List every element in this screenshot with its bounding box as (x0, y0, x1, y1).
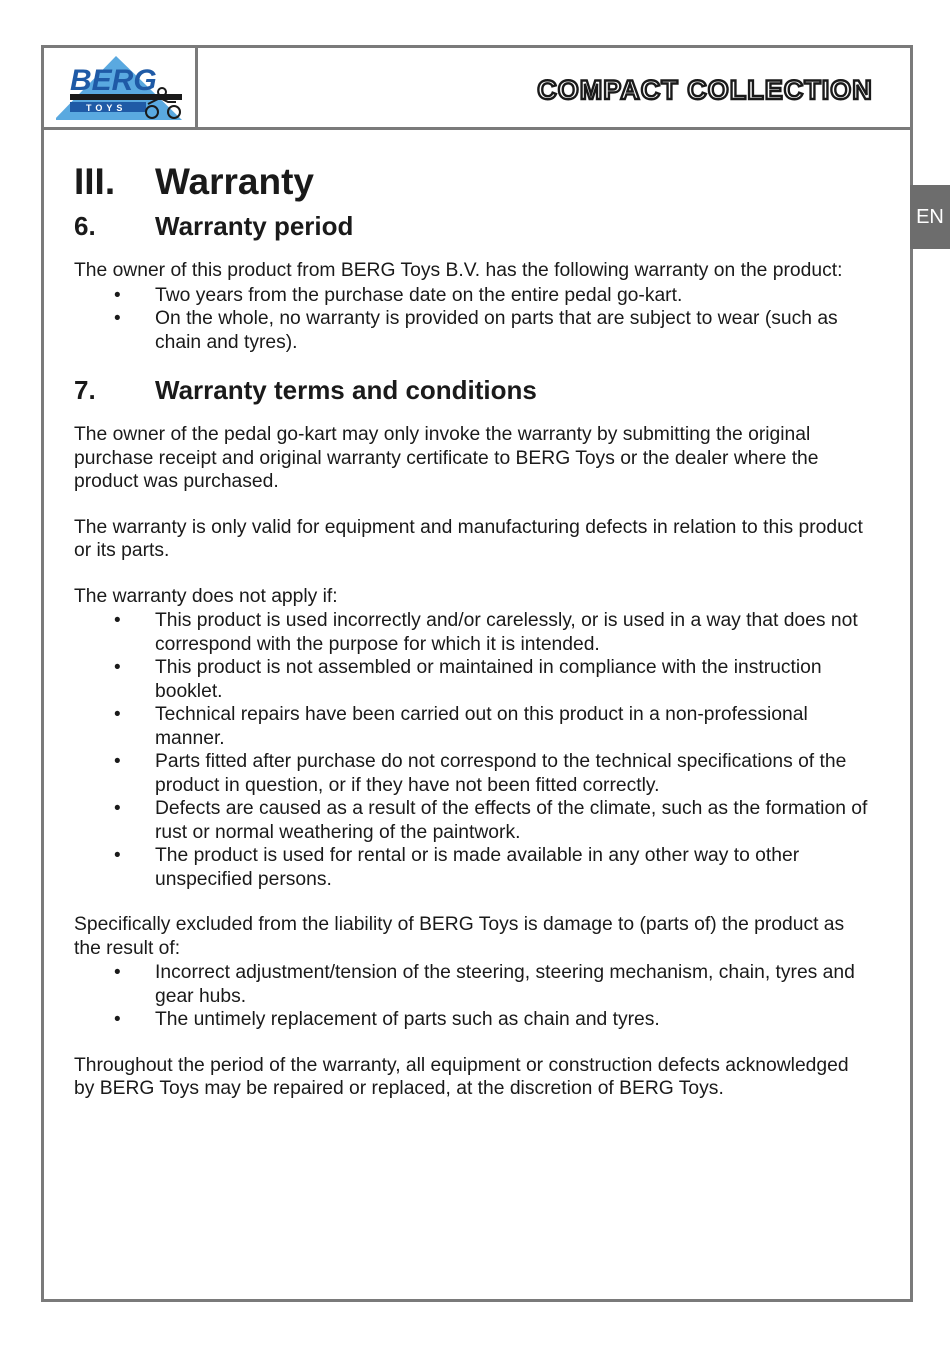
list-item (74, 703, 874, 750)
paragraph: The owner of this product from BERG Toys B.V. has the following warranty on the product: (74, 260, 843, 281)
collection-title: COMPACT COLLECTION (537, 76, 873, 104)
list-item (74, 797, 874, 844)
section-number: III. (74, 161, 116, 202)
list-item (74, 750, 874, 797)
bullet-icon: • (114, 845, 121, 866)
list-item-text: Defects are caused as a result of the effects of the climate, such as the formation of rust or normal weathering of the paintwork. (155, 798, 868, 843)
list-item-text: Incorrect adjustment/tension of the steering, steering mechanism, chain, tyres and gear hubs. (155, 962, 855, 1007)
heading-title: Warranty terms and conditions (155, 375, 537, 405)
list-item (74, 609, 874, 656)
list-item-text: The untimely replacement of parts such as chain and tyres. (155, 1009, 660, 1030)
list-item (74, 307, 874, 354)
bullet-icon: • (114, 1009, 121, 1030)
paragraph: The warranty is only valid for equipment and manufacturing defects in relation to this product or its parts. (74, 516, 863, 561)
heading-number: 6. (74, 211, 96, 241)
bullet-icon: • (114, 610, 121, 631)
list-item-text: Two years from the purchase date on the entire pedal go-kart. (155, 284, 683, 306)
list-item (74, 961, 874, 1008)
list-item (74, 844, 874, 891)
paragraph: The warranty does not apply if: (74, 585, 338, 607)
list-item-text: Technical repairs have been carried out on this product in a non-professional manner. (155, 704, 808, 749)
page-content (74, 158, 874, 1101)
bullet-icon: • (114, 962, 121, 983)
bullet-icon: • (114, 751, 121, 772)
logo-brand-text: BERG (70, 64, 157, 97)
paragraph: The owner of the pedal go-kart may only invoke the warranty by submitting the original purchase receipt and original warranty certificate to BERG Toys or the dealer where the product was purchased. (74, 424, 819, 492)
bullet-icon: • (114, 798, 121, 819)
heading-title: Warranty period (155, 211, 354, 241)
bullet-list (74, 609, 874, 891)
heading-warranty-period (74, 210, 874, 242)
bullet-icon: • (114, 308, 121, 329)
section-heading (74, 158, 874, 206)
heading-warranty-terms (74, 374, 874, 406)
bullet-icon: • (114, 657, 121, 678)
list-item-text: Parts fitted after purchase do not correspond to the technical specifications of the product in question, or if they have not been fitted correctly. (155, 751, 847, 796)
list-item-text: The product is used for rental or is made available in any other way to other unspecified persons. (155, 845, 800, 890)
list-item (74, 656, 874, 703)
bullet-icon: • (114, 704, 121, 725)
collection-wordmark (522, 76, 888, 104)
heading-number: 7. (74, 375, 96, 405)
bullet-icon: • (114, 284, 121, 306)
page-header (44, 48, 910, 130)
logo-sub-text: TOYS (86, 103, 127, 113)
bullet-list (74, 284, 874, 355)
bullet-list (74, 961, 874, 1032)
section-title: Warranty (155, 161, 315, 202)
paragraph: Throughout the period of the warranty, all equipment or construction defects acknowledged by BERG Toys may be repaired or replaced, at the discretion of BERG Toys. (74, 1054, 849, 1099)
brand-logo (44, 48, 198, 127)
paragraph: Specifically excluded from the liability of BERG Toys is damage to (parts of) the product as the result of: (74, 914, 845, 959)
list-item (74, 1008, 874, 1032)
list-item-text: This product is not assembled or maintained in compliance with the instruction booklet. (155, 657, 822, 702)
list-item-text: On the whole, no warranty is provided on parts that are subject to wear (such as chain and tyres). (155, 308, 838, 353)
list-item-text: This product is used incorrectly and/or carelessly, or is used in a way that does not correspond with the purpose for which it is intended. (155, 610, 858, 655)
list-item (74, 284, 874, 308)
language-tab[interactable]: EN (910, 185, 950, 249)
berg-toys-logo-icon (56, 54, 184, 122)
